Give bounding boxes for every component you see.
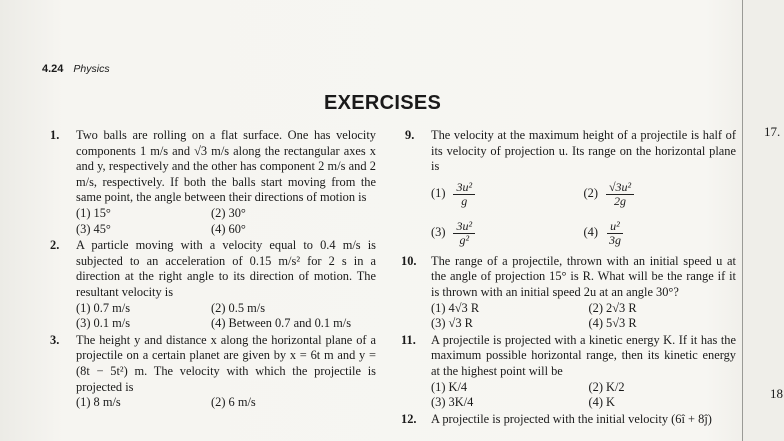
question-3 bbox=[46, 333, 376, 411]
option: (3) 3K/4 bbox=[431, 395, 474, 410]
option: (3) √3 R bbox=[431, 316, 473, 331]
question-text: The velocity at the maximum height of a projectile is half of its velocity of projection u. Its range on the horizontal plane is bbox=[431, 128, 736, 174]
question-number: 2. bbox=[50, 238, 60, 253]
option: (2) 6 m/s bbox=[211, 395, 256, 410]
subject-label: Physics bbox=[73, 63, 110, 75]
option bbox=[584, 181, 737, 208]
option: (2) 2√3 R bbox=[588, 300, 637, 315]
fraction-options-row bbox=[431, 175, 736, 214]
right-column bbox=[401, 128, 736, 428]
option-label: (4) bbox=[583, 225, 598, 240]
numerator: 3u² bbox=[453, 181, 475, 195]
option: (4) K bbox=[588, 395, 615, 410]
numerator: 3u² bbox=[453, 220, 475, 234]
running-header bbox=[42, 63, 110, 75]
fraction bbox=[606, 181, 634, 208]
option: (1) 15° bbox=[76, 205, 111, 220]
option: (3) 45° bbox=[76, 221, 111, 236]
denominator: 3g bbox=[608, 232, 621, 247]
option: (1) 0.7 m/s bbox=[76, 300, 131, 315]
question-number: 3. bbox=[50, 332, 60, 347]
page-number: 4.24 bbox=[42, 63, 64, 75]
question-number: 11. bbox=[401, 332, 416, 347]
question-1 bbox=[46, 128, 376, 237]
option: (1) 8 m/s bbox=[76, 395, 121, 410]
question-text: A particle moving with a velocity equal to 0.4 m/s is subjected to an acceleration of 0.15 m/s² for 2 s in a direction at the right angle to its direction of motion. The resultant velocity is bbox=[76, 238, 376, 299]
option: (2) K/2 bbox=[588, 379, 625, 394]
question-11 bbox=[401, 333, 736, 411]
question-text: A projectile is projected with the initial velocity (6î + 8ĵ) bbox=[431, 411, 712, 426]
option bbox=[431, 220, 584, 247]
margin-number-bottom: 18 bbox=[770, 386, 783, 401]
question-2 bbox=[46, 238, 376, 332]
question-text: The range of a projectile, thrown with an initial speed u at the angle of projection 15° is R. What will be the range if it is thrown with an initial speed 2u at an angle 30°? bbox=[431, 253, 736, 299]
denominator: g bbox=[461, 193, 468, 208]
option bbox=[431, 181, 584, 208]
question-text: The height y and distance x along the horizontal plane of a projectile on a certain planet are given by x = 6t m and y = (8t − 5t²) m. The velocity with which the projectile is projected is bbox=[76, 332, 376, 394]
option-label: (3) bbox=[431, 225, 446, 240]
option: (4) 60° bbox=[211, 221, 246, 236]
left-column bbox=[46, 128, 376, 412]
question-10 bbox=[401, 254, 736, 332]
fraction bbox=[453, 220, 475, 247]
question-text: Two balls are rolling on a flat surface. One has velocity components 1 m/s and √3 m/s along the rectangular axes x and y, respectively and the other has component 2 m/s and 2 m/s, respectively. If both the balls start moving from the same point, the angle between their directions of motion is bbox=[76, 128, 376, 205]
question-9 bbox=[401, 128, 736, 253]
question-number: 10. bbox=[401, 253, 417, 268]
fraction-options-row bbox=[431, 214, 736, 253]
option: (1) K/4 bbox=[431, 379, 468, 394]
options bbox=[431, 380, 736, 411]
question-number: 9. bbox=[405, 128, 415, 142]
options bbox=[76, 395, 376, 411]
denominator: g² bbox=[459, 232, 470, 247]
numerator: u² bbox=[607, 220, 623, 234]
margin-number-top: 17. bbox=[764, 124, 781, 139]
option: (2) 30° bbox=[211, 205, 246, 220]
options bbox=[431, 301, 736, 332]
option: (1) 4√3 R bbox=[431, 300, 480, 315]
option bbox=[584, 220, 737, 247]
question-text: A projectile is projected with a kinetic energy K. If it has the maximum possible horizontal range, then its kinetic energy at the highest point will be bbox=[431, 332, 736, 378]
option: (4) Between 0.7 and 0.1 m/s bbox=[211, 316, 352, 331]
option: (3) 0.1 m/s bbox=[76, 316, 131, 331]
option: (4) 5√3 R bbox=[588, 316, 637, 331]
option: (2) 0.5 m/s bbox=[211, 300, 266, 315]
section-title: EXERCISES bbox=[324, 92, 442, 114]
adjacent-page-edge bbox=[742, 0, 784, 441]
numerator: √3u² bbox=[606, 181, 634, 195]
option-label: (1) bbox=[431, 186, 446, 201]
question-number: 12. bbox=[401, 411, 417, 426]
question-12 bbox=[401, 412, 736, 428]
fraction bbox=[606, 220, 624, 247]
options bbox=[76, 206, 376, 237]
denominator: 2g bbox=[614, 193, 627, 208]
option-label: (2) bbox=[583, 186, 598, 201]
question-number: 1. bbox=[50, 128, 60, 142]
options bbox=[76, 301, 376, 332]
fraction bbox=[453, 181, 475, 208]
